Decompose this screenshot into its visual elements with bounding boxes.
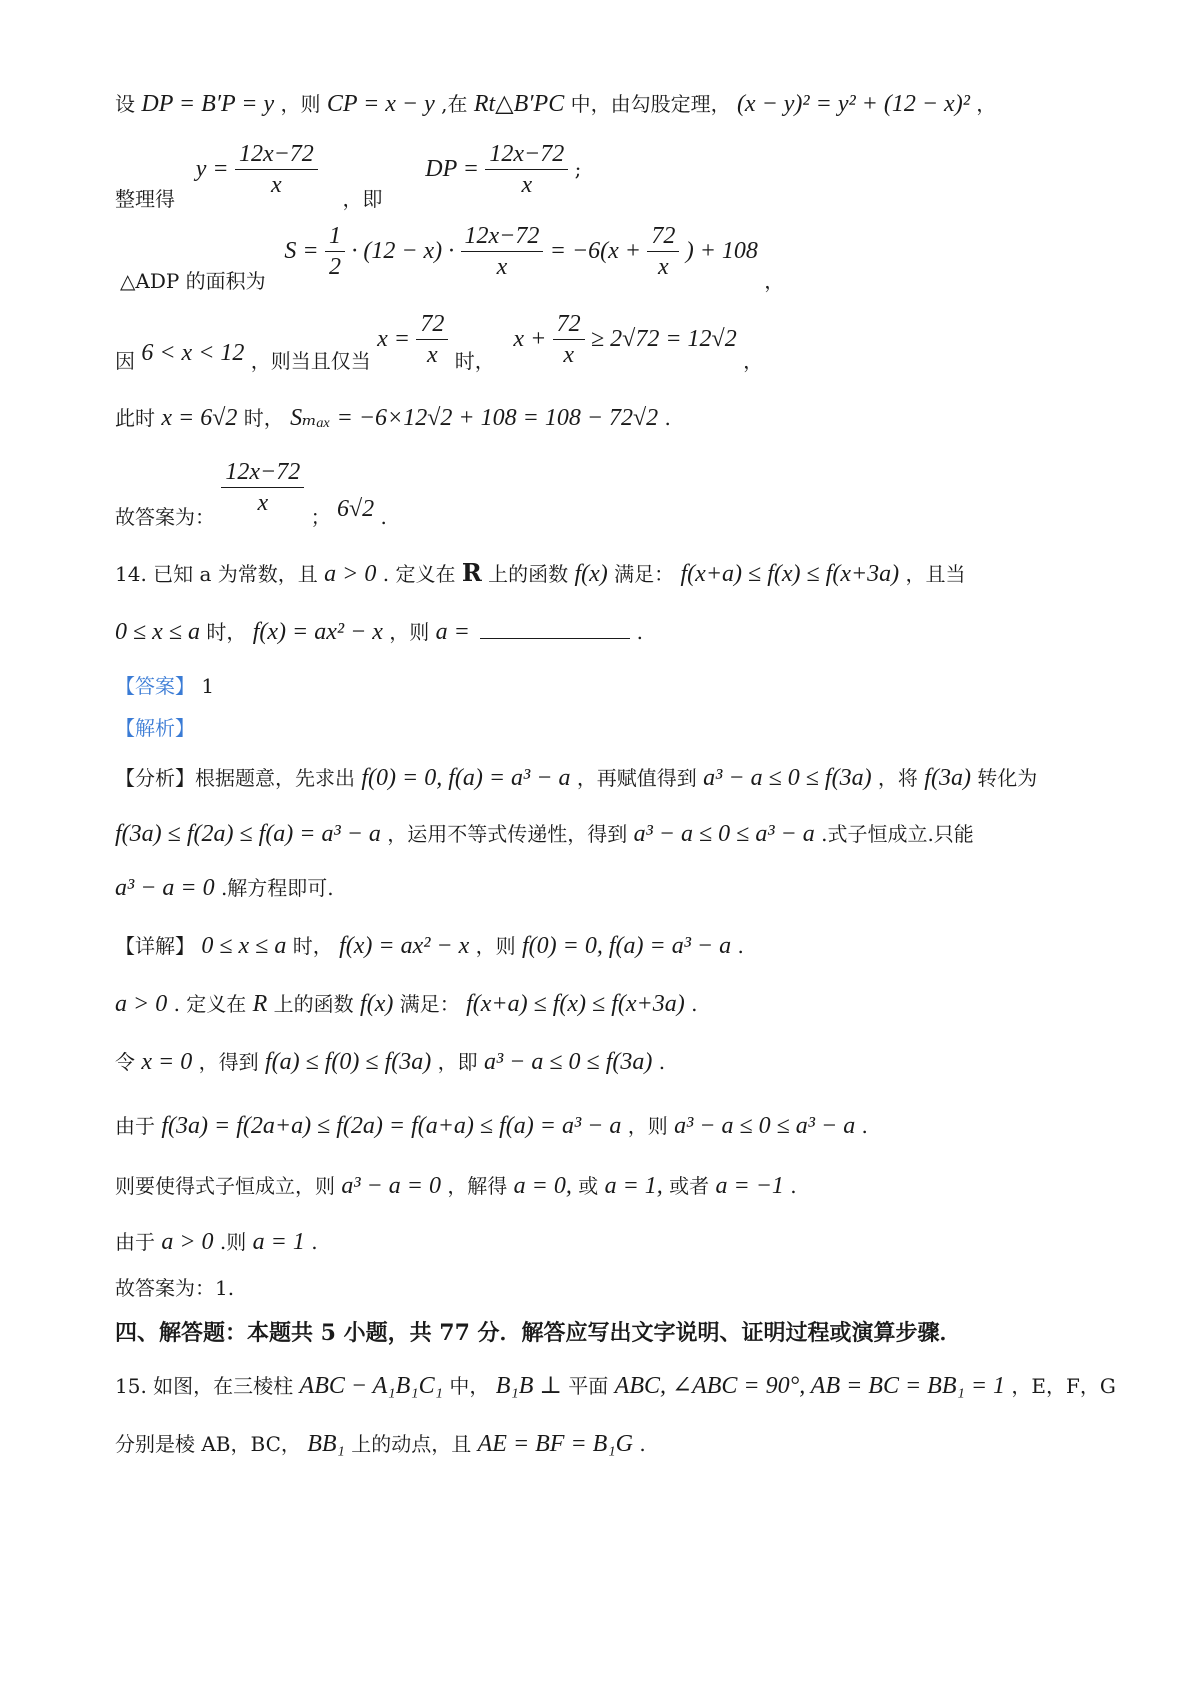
formula: DP = B′P = y [141,91,275,117]
formula: ABC − A₁B₁C₁ [299,1373,443,1399]
text: 或 [578,1174,599,1198]
text: 中， [449,1374,490,1398]
fraction: $\frac{72}{x}$ [416,310,448,371]
text: ， [743,349,764,373]
answer-tag: 【答案】 [115,674,195,698]
formula: a = 1 [252,1229,305,1255]
fraction: $\frac{12x-72}{x}$ [221,458,304,519]
formula: a³ − a ≤ 0 ≤ a³ − a [633,821,815,847]
analysis-line-2 [115,818,974,848]
formula: f(a) ≤ f(0) ≤ f(3a) [264,1049,432,1075]
solution-line-1 [115,88,996,118]
formula: DP = [425,156,479,182]
text: ， [764,269,785,293]
formula: a³ − a ≤ 0 ≤ f(3a) [483,1049,653,1075]
text: ，且当 [905,562,966,586]
fraction: $\frac{72}{x}$ [553,310,585,371]
text: 则要使得式子恒成立，则 [115,1174,335,1198]
formula: ≥ 2√72 = 12√2 [591,326,737,352]
text: ，则 [475,934,516,958]
text: 时， [454,349,495,373]
solution-line-3 [120,222,785,293]
text: . [380,505,387,529]
section-title: 四、解答题：本题共 5 小题，共 77 分．解答应写出文字说明、证明过程或演算步骤． [115,1320,962,1346]
text: △ADP 的面积为 [120,269,266,293]
text: ，E，F，G [1011,1374,1116,1398]
detail-line-4 [115,1110,868,1140]
text: . [664,406,671,430]
solution-line-5 [115,402,671,432]
text: 时， [292,934,333,958]
formula: BB₁ [307,1431,345,1457]
answer-blank [480,638,630,639]
text: . [790,1174,797,1198]
text: ，运用不等式传递性，得到 [387,822,628,846]
formula: B₁B ⊥ [495,1373,562,1399]
text: 或者 [669,1174,710,1198]
formula: R [252,991,268,1017]
fraction: $\frac{12x-72}{x}$ [461,222,544,283]
text: 由于 [115,1230,155,1254]
text: . [691,992,698,1016]
text: . 定义在 [382,562,456,586]
fraction: $\frac{1}{2}$ [325,222,345,283]
answer-line [115,670,214,699]
formula: a = 0, [513,1173,572,1199]
question-15-line-2 [115,1428,646,1458]
section-heading [115,1316,962,1347]
formula: a = 1, [604,1173,663,1199]
text: 中，由勾股定理， [570,92,731,116]
formula: a = [435,619,470,645]
formula: f(3a) = f(2a+a) ≤ f(2a) = f(a+a) ≤ f(a) = a³ − a [161,1113,622,1139]
text: ； [310,505,331,529]
text: ，则 [389,620,430,644]
question-15-line-1 [115,1370,1116,1400]
formula: S = [284,238,319,264]
formula: f(x) = ax² − x [252,619,383,645]
text: .解方程即可. [220,876,334,900]
detail-line-6 [115,1226,318,1256]
formula: ABC, ∠ABC = 90°, AB = BC = BB₁ = 1 [614,1373,1006,1399]
formula: CP = x − y [326,91,435,117]
text: ，则 [627,1114,668,1138]
formula: f(x) [360,991,394,1017]
formula: (x − y)² = y² + (12 − x)² [736,91,970,117]
detail-line-1 [115,930,744,960]
text: 上的动点，且 [351,1432,472,1456]
formula: f(x) [574,561,608,587]
formula: Rt△B′PC [473,91,565,117]
text: ， [976,92,997,116]
formula: a > 0 [324,561,377,587]
formula: R [461,558,482,587]
text: 满足： [614,562,675,586]
text: ，将 [877,766,918,790]
text: 满足： [399,992,460,1016]
detail-line-5 [115,1170,797,1200]
formula: f(3a) [924,765,971,791]
analysis-header [115,712,195,741]
formula: f(x+a) ≤ f(x) ≤ f(x+3a) [466,991,685,1017]
text: . 定义在 [173,992,247,1016]
text: . [639,1432,646,1456]
detail-line-2 [115,988,697,1018]
formula: Sₘₐₓ = −6×12√2 + 108 = 108 − 72√2 [290,405,659,431]
formula: 0 ≤ x ≤ a [115,619,200,645]
text: ，则当且仅当 [250,349,371,373]
text: 上的函数 [488,562,569,586]
question-14-line-1 [115,558,966,588]
detail-line-7 [115,1272,234,1301]
formula: f(0) = 0, f(a) = a³ − a [361,765,571,791]
formula: AE = BF = B₁G [477,1431,633,1457]
text: . [311,1230,318,1254]
text: . [737,934,744,958]
text: 因 [115,349,135,373]
fraction: $\frac{12x-72}{x}$ [485,140,568,201]
text: ，即 [342,187,383,211]
formula: x = 6√2 [161,405,238,431]
text: ，解得 [447,1174,508,1198]
text: . [861,1114,868,1138]
text: 平面 [568,1374,609,1398]
text: 上的函数 [273,992,354,1016]
formula: y = [195,156,229,182]
text: 转化为 [977,766,1038,790]
detail-tag: 【详解】 [115,934,195,958]
fraction: $\frac{12x-72}{x}$ [235,140,318,201]
text: .式子恒成立.只能 [821,822,974,846]
formula: a > 0 [161,1229,214,1255]
analysis-line-1 [115,762,1037,792]
fraction: $\frac{72}{x}$ [647,222,679,283]
formula: f(x) = ax² − x [339,933,470,959]
text: 14. 已知 a 为常数，且 [115,562,318,586]
text: 分别是棱 AB，BC， [115,1432,301,1456]
formula: f(x+a) ≤ f(x) ≤ f(x+3a) [680,561,900,587]
text: ，再赋值得到 [576,766,697,790]
formula: f(3a) ≤ f(2a) ≤ f(a) = a³ − a [115,821,381,847]
text: 时， [243,406,284,430]
answer-value: 1 [201,674,215,698]
text: 15. 如图，在三棱柱 [115,1374,294,1398]
formula: 6 < x < 12 [141,340,245,366]
formula: a³ − a ≤ 0 ≤ a³ − a [674,1113,856,1139]
formula: a > 0 [115,991,168,1017]
formula: a³ − a ≤ 0 ≤ f(3a) [703,765,872,791]
solution-line-4 [115,310,763,371]
text: 故答案为： [115,505,215,529]
formula: 0 ≤ x ≤ a [201,933,287,959]
question-14-line-2 [115,616,643,646]
text: 【分析】根据题意，先求出 [115,766,355,790]
text: . [636,620,643,644]
solution-line-2 [115,140,582,211]
text: 设 [115,92,135,116]
text: 时， [206,620,247,644]
text: ,在 [441,92,468,116]
formula: = −6(x + [549,238,641,264]
formula: a³ − a = 0 [341,1173,441,1199]
text: 此时 [115,406,155,430]
formula: a = −1 [715,1173,784,1199]
text: ，则 [280,92,321,116]
formula: x = 0 [141,1049,193,1075]
text: 由于 [115,1114,155,1138]
text: 整理得 [115,187,175,211]
formula: f(0) = 0, f(a) = a³ − a [522,933,732,959]
formula: a³ − a = 0 [115,875,215,901]
analysis-tag: 【解析】 [115,716,195,740]
text: 令 [115,1050,135,1074]
text: . [658,1050,666,1074]
text: 故答案为：1. [115,1276,235,1300]
text: ; [574,157,582,181]
detail-line-3 [115,1046,665,1076]
formula: 6√2 [336,496,375,522]
text: ，得到 [198,1050,259,1074]
text: .则 [219,1230,247,1254]
formula: x + [513,326,547,352]
formula: · (12 − x) · [351,238,455,264]
text: ，即 [437,1050,478,1074]
analysis-line-3 [115,872,334,902]
formula: ) + 108 [685,238,758,264]
formula: x = [377,326,410,352]
solution-line-6 [115,458,387,529]
